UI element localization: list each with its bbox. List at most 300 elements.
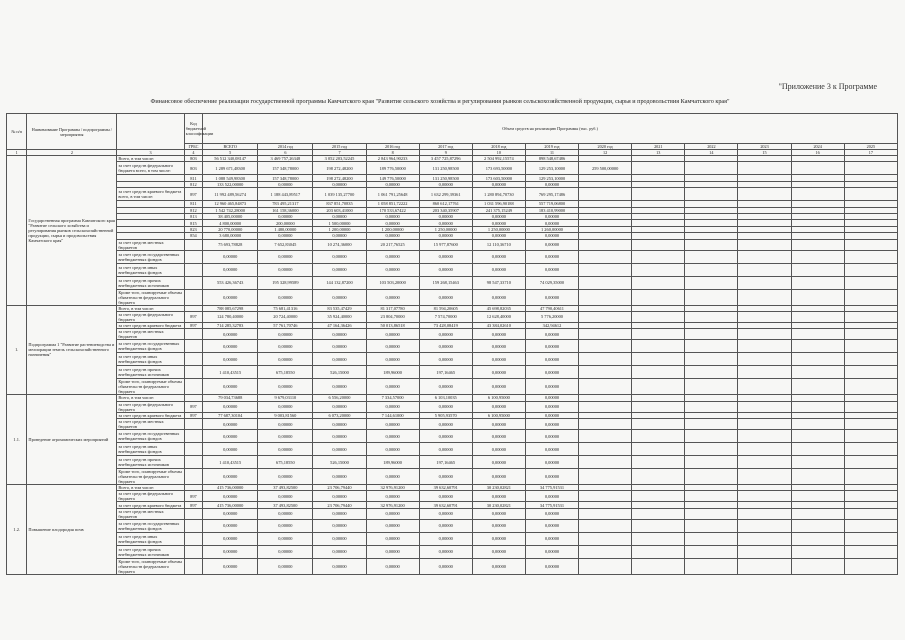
amount-cell: 38 405,00000 xyxy=(203,213,258,219)
amount-cell: 1 260,00000 xyxy=(525,226,578,232)
amount-cell: 0,00000 xyxy=(366,233,419,239)
amount-cell xyxy=(632,289,685,305)
grbs-code xyxy=(184,340,202,353)
amount-cell xyxy=(738,558,791,574)
amount-cell: 0,00000 xyxy=(525,508,578,519)
amount-cell: 0,00000 xyxy=(313,329,366,340)
amount-cell: 0,00000 xyxy=(472,419,525,430)
amount-cell: 3 680,00000 xyxy=(203,233,258,239)
funding-source: Кроме того, планируемые объемы обязательств федерального бюджета xyxy=(117,558,184,574)
column-number: 16 xyxy=(791,150,844,156)
amount-cell xyxy=(685,188,738,201)
amount-cell xyxy=(579,250,632,263)
column-number: 13 xyxy=(632,150,685,156)
column-number: 12 xyxy=(579,150,632,156)
amount-cell: 197,16465 xyxy=(419,456,472,469)
grbs-code xyxy=(184,443,202,456)
amount-cell: 0,00000 xyxy=(525,233,578,239)
amount-cell: 0,00000 xyxy=(472,329,525,340)
amount-cell xyxy=(844,276,897,289)
amount-cell xyxy=(579,353,632,366)
amount-cell: 526,15000 xyxy=(313,456,366,469)
amount-cell: 1 500,00000 xyxy=(313,220,366,226)
amount-cell: 83 535,47429 xyxy=(313,305,366,311)
amount-cell xyxy=(738,311,791,322)
grbs-code xyxy=(184,289,202,305)
amount-cell xyxy=(791,162,844,175)
amount-cell xyxy=(685,430,738,443)
amount-cell xyxy=(632,545,685,558)
amount-cell xyxy=(632,430,685,443)
amount-cell: 259 500,00000 xyxy=(579,162,632,175)
amount-cell: 0,00000 xyxy=(419,508,472,519)
funding-source: за счет средств федерального бюджета xyxy=(117,311,184,322)
amount-cell xyxy=(738,366,791,379)
col-grbs-header: ГРБС xyxy=(184,144,202,150)
amount-cell xyxy=(791,250,844,263)
amount-cell: 0,00000 xyxy=(258,532,313,545)
amount-cell: 0,00000 xyxy=(313,419,366,430)
amount-cell: 81 594,20605 xyxy=(419,305,472,311)
amount-cell: 0,00000 xyxy=(313,545,366,558)
col-volume-header: Объем средств на реализацию Программы (тыс. руб.) xyxy=(203,114,898,144)
amount-cell: 0,00000 xyxy=(472,469,525,485)
amount-cell xyxy=(791,419,844,430)
amount-cell: 1 061 791,25648 xyxy=(366,188,419,201)
amount-cell xyxy=(844,250,897,263)
amount-cell: 788 085,67298 xyxy=(203,305,258,311)
table-row xyxy=(7,276,898,289)
amount-cell: 131 250,98500 xyxy=(419,175,472,181)
column-number: 3 xyxy=(117,150,184,156)
amount-cell: 7 574,70000 xyxy=(419,311,472,322)
amount-cell: 342,94612 xyxy=(525,322,578,328)
column-number: 7 xyxy=(313,150,366,156)
amount-cell xyxy=(579,340,632,353)
grbs-code: 811 xyxy=(184,201,202,207)
amount-cell: 23 706,79440 xyxy=(313,502,366,508)
amount-cell xyxy=(685,379,738,395)
amount-cell: 20 770,00000 xyxy=(203,226,258,232)
amount-cell: 5 776,20000 xyxy=(525,311,578,322)
amount-cell: 1 632 299,39361 xyxy=(419,188,472,201)
year-header: 2021 xyxy=(632,144,685,150)
grbs-code xyxy=(184,456,202,469)
amount-cell: 0,00000 xyxy=(472,545,525,558)
amount-cell: 0,00000 xyxy=(525,263,578,276)
amount-cell xyxy=(844,491,897,502)
amount-cell: 0,00000 xyxy=(366,469,419,485)
amount-cell xyxy=(685,239,738,250)
amount-cell: 0,00000 xyxy=(419,401,472,412)
column-number: 1 xyxy=(7,150,27,156)
amount-cell: 526,15000 xyxy=(313,366,366,379)
amount-cell xyxy=(738,401,791,412)
amount-cell: 0,00000 xyxy=(313,401,366,412)
grbs-code xyxy=(184,469,202,485)
funding-source: за счет средств иных внебюджетных фондов xyxy=(117,263,184,276)
amount-cell xyxy=(685,491,738,502)
amount-cell xyxy=(738,532,791,545)
amount-cell: 0,00000 xyxy=(366,519,419,532)
table-row xyxy=(7,419,898,430)
amount-cell xyxy=(738,263,791,276)
amount-cell: 2 504 992,15574 xyxy=(472,156,525,162)
amount-cell: 0,00000 xyxy=(472,233,525,239)
amount-cell xyxy=(738,508,791,519)
amount-cell: 0,00000 xyxy=(313,263,366,276)
amount-cell: 1 542 742,28000 xyxy=(203,207,258,213)
amount-cell: 714 285,32783 xyxy=(203,322,258,328)
amount-cell: 35 924,40000 xyxy=(313,311,366,322)
grbs-code: 815 xyxy=(184,220,202,226)
amount-cell: 0,00000 xyxy=(472,532,525,545)
amount-cell xyxy=(632,401,685,412)
amount-cell xyxy=(738,379,791,395)
amount-cell: 77 687,30104 xyxy=(203,412,258,418)
amount-cell: 0,00000 xyxy=(472,519,525,532)
grbs-code: 897 xyxy=(184,311,202,322)
amount-cell: 23 706,79440 xyxy=(313,485,366,491)
amount-cell: 0,00000 xyxy=(203,532,258,545)
amount-cell: 0,00000 xyxy=(419,430,472,443)
amount-cell xyxy=(685,276,738,289)
funding-source: за счет средств государственных внебюджетных фондов xyxy=(117,250,184,263)
amount-cell: 47 164,36426 xyxy=(313,322,366,328)
amount-cell xyxy=(844,401,897,412)
amount-cell xyxy=(844,430,897,443)
amount-cell xyxy=(738,545,791,558)
amount-cell xyxy=(632,162,685,175)
amount-cell xyxy=(579,532,632,545)
amount-cell: 0,00000 xyxy=(472,456,525,469)
amount-cell xyxy=(632,469,685,485)
amount-cell: 0,00000 xyxy=(472,213,525,219)
amount-cell xyxy=(685,340,738,353)
amount-cell xyxy=(738,456,791,469)
amount-cell: 0,00000 xyxy=(313,353,366,366)
amount-cell: 0,00000 xyxy=(203,430,258,443)
amount-cell: 0,00000 xyxy=(472,340,525,353)
funding-source: Кроме того, планируемые объемы обязательств федерального бюджета xyxy=(117,379,184,395)
amount-cell: 10 274,36000 xyxy=(313,239,366,250)
funding-source: за счет средств прочих внебюджетных источников xyxy=(117,545,184,558)
amount-cell: 0,00000 xyxy=(472,181,525,187)
amount-cell: 0,00000 xyxy=(366,353,419,366)
amount-cell: 0,00000 xyxy=(525,491,578,502)
amount-cell: 198 272,48200 xyxy=(313,162,366,175)
amount-cell xyxy=(738,430,791,443)
funding-source: Всего, в том числе: xyxy=(117,305,184,311)
amount-cell: 4 800,00000 xyxy=(203,220,258,226)
amount-cell: 0,00000 xyxy=(419,233,472,239)
amount-cell xyxy=(632,508,685,519)
amount-cell xyxy=(579,379,632,395)
amount-cell: 0,00000 xyxy=(313,469,366,485)
amount-cell xyxy=(844,558,897,574)
grbs-code: 897 xyxy=(184,491,202,502)
table-row xyxy=(7,558,898,574)
amount-cell: 0,00000 xyxy=(419,263,472,276)
amount-cell xyxy=(738,289,791,305)
amount-cell: 0,00000 xyxy=(419,532,472,545)
amount-cell xyxy=(844,340,897,353)
amount-cell: 159 268,15463 xyxy=(419,276,472,289)
amount-cell: 45 698,82035 xyxy=(472,305,525,311)
amount-cell: 0,00000 xyxy=(472,443,525,456)
amount-cell: 0,00000 xyxy=(472,558,525,574)
amount-cell xyxy=(685,558,738,574)
amount-cell: 3 469 757,26348 xyxy=(258,156,313,162)
amount-cell: 0,00000 xyxy=(419,545,472,558)
amount-cell: 0,00000 xyxy=(366,532,419,545)
amount-cell: 0,00000 xyxy=(419,213,472,219)
amount-cell xyxy=(844,263,897,276)
amount-cell xyxy=(791,289,844,305)
amount-cell: 0,00000 xyxy=(258,469,313,485)
amount-cell: 0,00000 xyxy=(203,263,258,276)
amount-cell xyxy=(685,353,738,366)
grbs-code: 897 xyxy=(184,502,202,508)
funding-source: за счет средств иных внебюджетных фондов xyxy=(117,443,184,456)
amount-cell: 5 905,93570 xyxy=(419,412,472,418)
amount-cell: 1 410,43515 xyxy=(203,456,258,469)
grbs-code: 854 xyxy=(184,233,202,239)
grbs-code xyxy=(184,353,202,366)
amount-cell xyxy=(632,263,685,276)
amount-cell xyxy=(632,491,685,502)
amount-cell: 0,00000 xyxy=(313,430,366,443)
amount-cell: 6 556,20000 xyxy=(313,395,366,401)
amount-cell: 0,00000 xyxy=(203,379,258,395)
grbs-code: 813 xyxy=(184,213,202,219)
amount-cell: 20 724,40000 xyxy=(258,311,313,322)
year-header: 2025 xyxy=(844,144,897,150)
amount-cell: 1 250,00000 xyxy=(472,226,525,232)
amount-cell: 203 603,41000 xyxy=(313,207,366,213)
amount-cell xyxy=(844,239,897,250)
table-row xyxy=(7,430,898,443)
amount-cell: 0,00000 xyxy=(313,289,366,305)
amount-cell: 0,00000 xyxy=(525,419,578,430)
column-number: 5 xyxy=(203,150,258,156)
column-number: 9 xyxy=(419,150,472,156)
amount-cell: 0,00000 xyxy=(203,545,258,558)
amount-cell: 1 200,00000 xyxy=(366,226,419,232)
amount-cell: 0,00000 xyxy=(525,519,578,532)
amount-cell xyxy=(844,469,897,485)
amount-cell: 0,00000 xyxy=(258,289,313,305)
table-row xyxy=(7,532,898,545)
amount-cell xyxy=(579,289,632,305)
amount-cell: 7 652,83045 xyxy=(258,239,313,250)
year-header: 2024 xyxy=(791,144,844,150)
amount-cell: 1 031 596,90188 xyxy=(472,201,525,207)
amount-cell: 0,00000 xyxy=(313,532,366,545)
amount-cell xyxy=(738,162,791,175)
amount-cell: 0,00000 xyxy=(366,181,419,187)
amount-cell xyxy=(579,545,632,558)
table-row xyxy=(7,329,898,340)
amount-cell xyxy=(844,532,897,545)
amount-cell: 0,00000 xyxy=(472,220,525,226)
table-row xyxy=(7,250,898,263)
column-number: 2 xyxy=(27,150,117,156)
amount-cell: 415 736,00000 xyxy=(203,502,258,508)
amount-cell: 0,00000 xyxy=(258,181,313,187)
amount-cell: 0,00000 xyxy=(258,443,313,456)
section-number: 1.2. xyxy=(7,485,27,575)
amount-cell: 0,00000 xyxy=(258,263,313,276)
amount-cell xyxy=(738,353,791,366)
amount-cell: 0,00000 xyxy=(313,491,366,502)
amount-cell: 11 992 489,56274 xyxy=(203,188,258,201)
amount-cell: 144 132,87200 xyxy=(313,276,366,289)
amount-cell: 6 103,10035 xyxy=(419,395,472,401)
amount-cell: 0,00000 xyxy=(366,340,419,353)
amount-cell: 0,00000 xyxy=(366,263,419,276)
amount-cell xyxy=(685,289,738,305)
amount-cell: 7 144,61000 xyxy=(366,412,419,418)
amount-cell: 0,00000 xyxy=(472,263,525,276)
amount-cell xyxy=(844,188,897,201)
amount-cell: 189 776,50000 xyxy=(366,162,419,175)
amount-cell: 9 003,81560 xyxy=(258,412,313,418)
table-row xyxy=(7,263,898,276)
table-row xyxy=(7,519,898,532)
amount-cell xyxy=(632,379,685,395)
col-code-header: Код бюджетной классификации xyxy=(184,114,202,144)
amount-cell: 0,00000 xyxy=(313,213,366,219)
amount-cell xyxy=(632,366,685,379)
amount-cell: 0,00000 xyxy=(525,340,578,353)
amount-cell: 0,00000 xyxy=(258,419,313,430)
grbs-code: 823 xyxy=(184,226,202,232)
amount-cell xyxy=(791,469,844,485)
amount-cell xyxy=(685,366,738,379)
funding-source: за счет средств прочих внебюджетных источников xyxy=(117,366,184,379)
amount-cell: 57 761,70746 xyxy=(258,322,313,328)
amount-cell xyxy=(632,519,685,532)
section-number xyxy=(7,156,27,306)
amount-cell xyxy=(791,401,844,412)
amount-cell: 1 250,00000 xyxy=(419,226,472,232)
amount-cell: 75 681,41316 xyxy=(258,305,313,311)
amount-cell: 0,00000 xyxy=(258,401,313,412)
amount-cell xyxy=(632,329,685,340)
year-header: 2018 год xyxy=(472,144,525,150)
grbs-code: 897 xyxy=(184,412,202,418)
amount-cell: 161 158,36000 xyxy=(258,207,313,213)
section-name: Повышение плодородия почв xyxy=(27,485,117,575)
amount-cell: 0,00000 xyxy=(472,430,525,443)
grbs-code xyxy=(184,558,202,574)
amount-cell: 0,00000 xyxy=(366,491,419,502)
amount-cell xyxy=(791,430,844,443)
amount-cell: 3 052 203,52245 xyxy=(313,156,366,162)
amount-cell xyxy=(738,276,791,289)
amount-cell: 149 776,50000 xyxy=(366,175,419,181)
amount-cell xyxy=(738,239,791,250)
section-name: Проведение агрохимических мероприятий xyxy=(27,395,117,485)
section-name: Подпрограмма 1 "Развитие растениеводства и мелиорации земель сельскохозяйственного назначения" xyxy=(27,305,117,395)
amount-cell: 129 253,10000 xyxy=(525,175,578,181)
amount-cell: 0,00000 xyxy=(525,401,578,412)
amount-cell xyxy=(844,353,897,366)
amount-cell: 50 013,86518 xyxy=(366,322,419,328)
amount-cell: 2 843 964,90233 xyxy=(366,156,419,162)
amount-cell xyxy=(632,443,685,456)
year-header: 2017 год xyxy=(419,144,472,150)
funding-source: за счет средств иных внебюджетных фондов xyxy=(117,353,184,366)
amount-cell: 0,00000 xyxy=(472,379,525,395)
funding-source: за счет средств местных бюджетов xyxy=(117,329,184,340)
amount-cell xyxy=(632,239,685,250)
amount-cell: 0,00000 xyxy=(203,329,258,340)
amount-cell: 98 547,33710 xyxy=(472,276,525,289)
funding-source: за счет средств государственных внебюджетных фондов xyxy=(117,430,184,443)
amount-cell xyxy=(791,263,844,276)
amount-cell xyxy=(685,162,738,175)
amount-cell: 23 804,70000 xyxy=(366,311,419,322)
amount-cell xyxy=(579,401,632,412)
table-row xyxy=(7,311,898,322)
amount-cell xyxy=(632,456,685,469)
amount-cell xyxy=(791,379,844,395)
table-row xyxy=(7,545,898,558)
amount-cell: 1 088 549,98300 xyxy=(203,175,258,181)
amount-cell xyxy=(685,508,738,519)
amount-cell xyxy=(579,366,632,379)
amount-cell xyxy=(685,545,738,558)
amount-cell xyxy=(579,276,632,289)
amount-cell xyxy=(791,491,844,502)
amount-cell xyxy=(632,532,685,545)
amount-cell: 0,00000 xyxy=(313,250,366,263)
funding-source: за счет средств иных внебюджетных фондов xyxy=(117,532,184,545)
amount-cell: 0,00000 xyxy=(525,353,578,366)
funding-source: Кроме того, планируемые объемы обязательств федерального бюджета xyxy=(117,469,184,485)
amount-cell xyxy=(632,276,685,289)
amount-cell: 1 058 851,72222 xyxy=(366,201,419,207)
amount-cell xyxy=(685,456,738,469)
grbs-code: 803 xyxy=(184,156,202,162)
amount-cell xyxy=(738,340,791,353)
amount-cell: 675,18550 xyxy=(258,366,313,379)
year-header: 2015 год xyxy=(313,144,366,150)
amount-cell xyxy=(844,456,897,469)
amount-cell xyxy=(579,239,632,250)
amount-cell: 0,00000 xyxy=(419,340,472,353)
amount-cell xyxy=(685,250,738,263)
amount-cell: 157 348,78000 xyxy=(258,162,313,175)
amount-cell: 0,00000 xyxy=(366,430,419,443)
amount-cell: 769 295,17486 xyxy=(525,188,578,201)
year-header: 2019 год xyxy=(525,144,578,150)
amount-cell: 675,18550 xyxy=(258,456,313,469)
amount-cell: 241 375,15249 xyxy=(472,207,525,213)
amount-cell: 129 253,10000 xyxy=(525,162,578,175)
grbs-code xyxy=(184,329,202,340)
table-row xyxy=(7,340,898,353)
amount-cell: 0,00000 xyxy=(258,508,313,519)
amount-cell: 173 603,50000 xyxy=(472,175,525,181)
amount-cell: 9 679,03110 xyxy=(258,395,313,401)
amount-cell: 0,00000 xyxy=(366,220,419,226)
amount-cell xyxy=(738,188,791,201)
amount-cell: 783 495,21317 xyxy=(258,201,313,207)
amount-cell: 157 348,78000 xyxy=(258,175,313,181)
